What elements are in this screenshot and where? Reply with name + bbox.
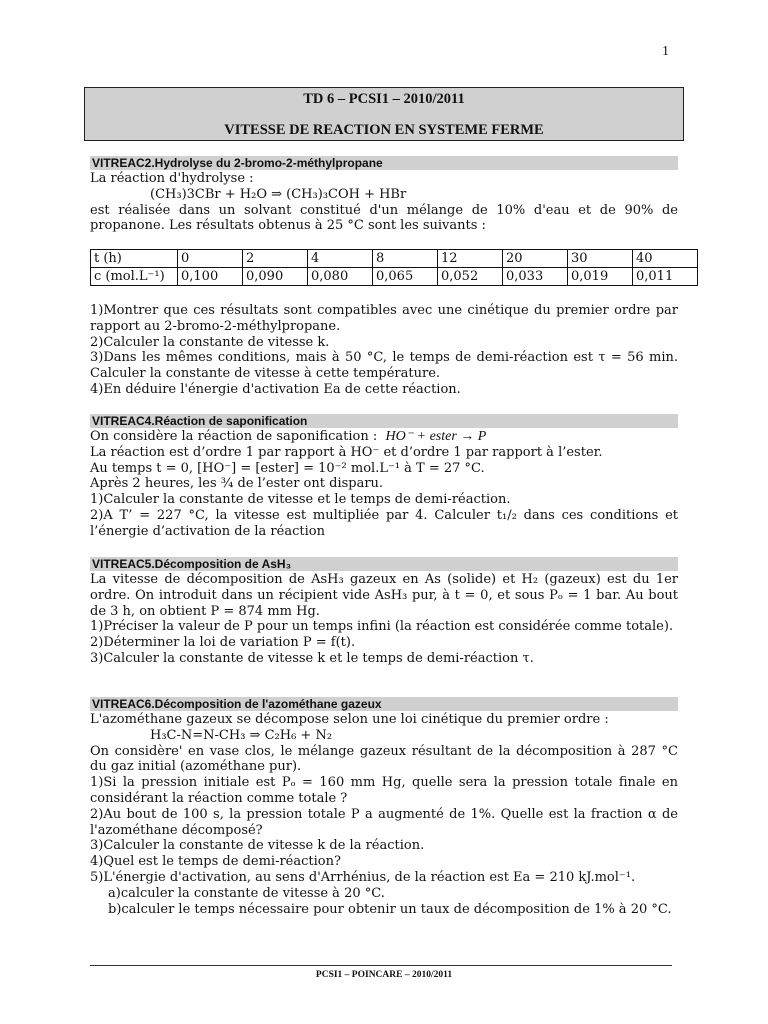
- table-cell: 30: [568, 250, 633, 268]
- question: 4)Quel est le temps de demi-réaction?: [90, 854, 341, 870]
- paragraph: La vitesse de décomposition de AsH₃ gazeux en As (solide) et H₂ (gazeux) est du 1er ordre. On introduit dans un récipient vide AsH₃ pur, à t = 0, et sous Pₒ = 1 bar. Au bout de 3 h, on obtient P = 874 mm Hg.: [90, 572, 678, 619]
- section-header: VITREAC6.Décomposition de l'azométhane gazeux: [90, 697, 678, 711]
- table-cell: 20: [503, 250, 568, 268]
- footer-text: PCSI1 – POINCARE – 2010/2011: [315, 970, 453, 980]
- question: 3)Calculer la constante de vitesse k de la réaction.: [90, 838, 425, 854]
- table-cell: 0,033: [503, 268, 568, 286]
- table-cell: 0,100: [178, 268, 243, 286]
- section-hydrolyse: [90, 156, 678, 234]
- title-line-1: TD 6 – PCSI1 – 2010/2011: [303, 91, 465, 107]
- table-cell: 0,052: [438, 268, 503, 286]
- table-row: [91, 268, 698, 286]
- intro-text: [90, 429, 678, 445]
- table-cell: 0,011: [633, 268, 698, 286]
- table-cell: 0: [178, 250, 243, 268]
- reaction-equation: (CH₃)3CBr + H₂O ⇒ (CH₃)₃COH + HBr: [150, 186, 407, 202]
- page-number: 1: [662, 44, 669, 59]
- question: 1)Calculer la constante de vitesse et le temps de demi-réaction.: [90, 492, 511, 508]
- table-cell: 40: [633, 250, 698, 268]
- question: 1)Préciser la valeur de P pour un temps infini (la réaction est considérée comme totale).: [90, 619, 674, 635]
- question: 5)L'énergie d'activation, au sens d'Arrhénius, de la réaction est Ea = 210 kJ.mol⁻¹.: [90, 869, 636, 885]
- table-cell: 2: [243, 250, 308, 268]
- footer-rule: [90, 965, 672, 966]
- table-row-label: c (mol.L⁻¹): [91, 268, 178, 286]
- saponification-equation: HO⁻ + ester → P: [385, 429, 487, 444]
- title-line-2: VITESSE DE REACTION EN SYSTEME FERME: [224, 122, 544, 138]
- intro-text: L'azométhane gazeux se décompose selon une loi cinétique du premier ordre :: [90, 712, 609, 727]
- table-cell: 4: [308, 250, 373, 268]
- table-cell: 12: [438, 250, 503, 268]
- paragraph: On considère' en vase clos, le mélange gazeux résultant de la décomposition à 287 °C du gaz initial (azométhane pur).: [90, 743, 678, 775]
- table-cell: 0,090: [243, 268, 308, 286]
- section-header: VITREAC4.Réaction de saponification: [90, 414, 678, 428]
- question: 2)Au bout de 100 s, la pression totale P a augmenté de 1%. Quelle est la fraction α de l'azométhane décomposé?: [90, 806, 678, 838]
- title-box: [84, 87, 684, 141]
- section-azomethane: [90, 697, 678, 917]
- table-cell: 0,065: [373, 268, 438, 286]
- paragraph: La réaction est d’ordre 1 par rapport à HO⁻ et d’ordre 1 par rapport à l’ester.: [90, 444, 603, 460]
- question: 2)Déterminer la loi de variation P = f(t).: [90, 635, 356, 651]
- question: 1)Montrer que ces résultats sont compatibles avec une cinétique du premier ordre par rapport au 2-bromo-2-méthylpropane.: [90, 303, 678, 334]
- section-hydrolyse-questions: [90, 303, 678, 398]
- section-ash3: [90, 557, 678, 667]
- section-header: VITREAC2.Hydrolyse du 2-bromo-2-méthylpropane: [90, 156, 678, 170]
- intro-text: La réaction d'hydrolyse :: [90, 171, 254, 186]
- table-cell: 0,019: [568, 268, 633, 286]
- results-table: [90, 249, 698, 286]
- table-cell: 8: [373, 250, 438, 268]
- table-row-label: t (h): [91, 250, 178, 268]
- table-cell: 0,080: [308, 268, 373, 286]
- section-saponification: [90, 414, 678, 540]
- intro-label: On considère la réaction de saponification :: [90, 429, 378, 444]
- sub-question: a)calculer la constante de vitesse à 20 °C.: [108, 885, 385, 901]
- paragraph: Après 2 heures, les ¾ de l’ester ont disparu.: [90, 476, 384, 492]
- question: 3)Dans les mêmes conditions, mais à 50 °C, le temps de demi-réaction est τ = 56 min. Calculer la constante de vitesse à cette température.: [90, 350, 678, 382]
- question: 2)Calculer la constante de vitesse k.: [90, 334, 330, 350]
- paragraph: Au temps t = 0, [HO⁻] = [ester] = 10⁻² mol.L⁻¹ à T = 27 °C.: [90, 460, 485, 476]
- sub-question: b)calculer le temps nécessaire pour obtenir un taux de décomposition de 1% à 20 °C.: [108, 901, 672, 917]
- table-row: [91, 250, 698, 268]
- question: 2)A T’ = 227 °C, la vitesse est multipliée par 4. Calculer t₁/₂ dans ces conditions et l’énergie d’activation de la réaction: [90, 507, 678, 539]
- reaction-equation: H₃C-N=N-CH₃ ⇒ C₂H₆ + N₂: [150, 727, 333, 743]
- paragraph: est réalisée dans un solvant constitué d'un mélange de 10% d'eau et de 90% de propanone. Les résultats obtenus à 25 °C sont les suivants :: [90, 202, 678, 234]
- question: 3)Calculer la constante de vitesse k et le temps de demi-réaction τ.: [90, 650, 534, 666]
- question: 1)Si la pression initiale est Pₒ = 160 mm Hg, quelle sera la pression totale finale en considérant la réaction comme totale ?: [90, 775, 678, 806]
- section-header: VITREAC5.Décomposition de AsH₃: [90, 557, 678, 571]
- question: 4)En déduire l'énergie d'activation Ea de cette réaction.: [90, 381, 461, 397]
